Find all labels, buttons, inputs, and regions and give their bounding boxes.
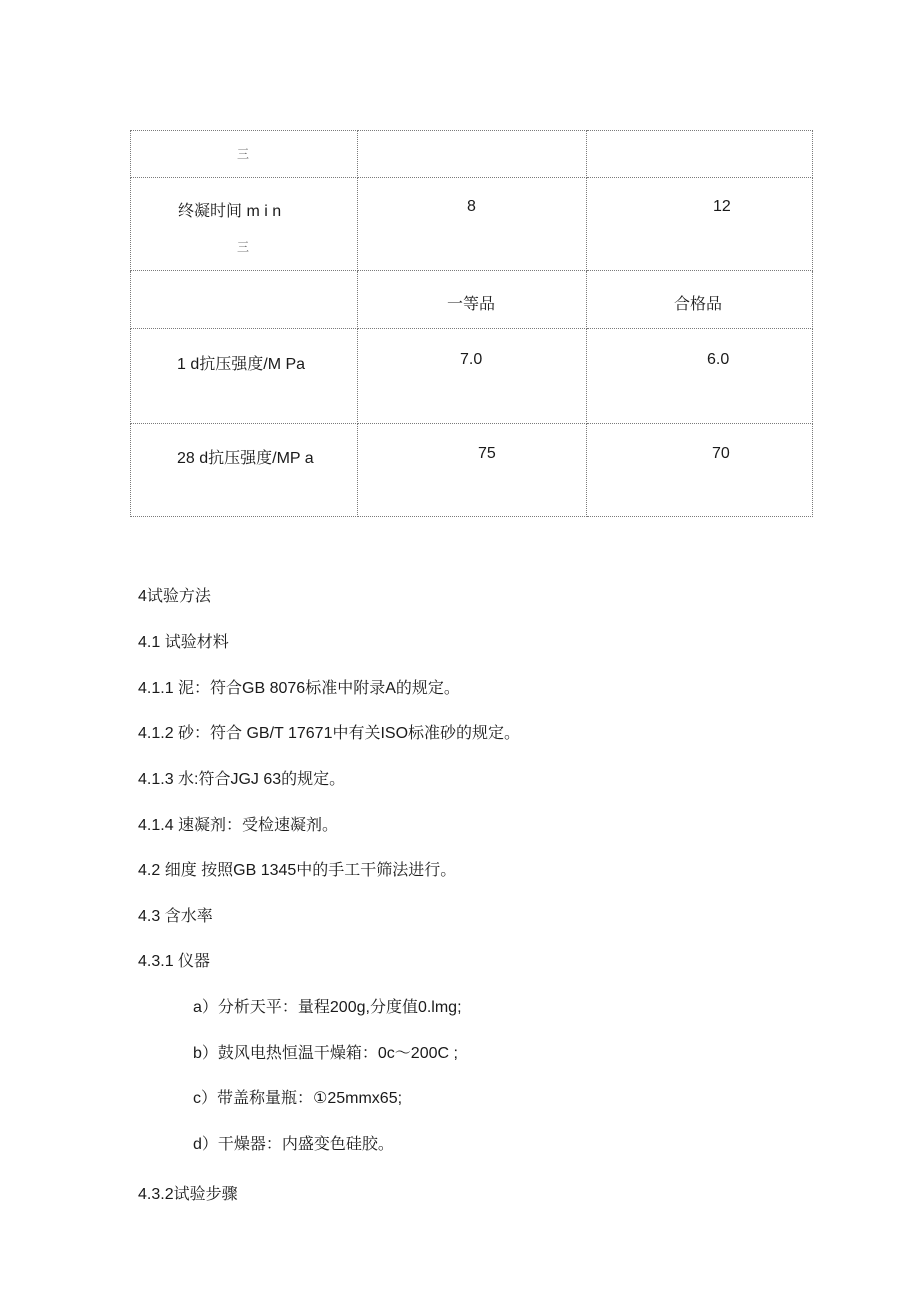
table-cell-label bbox=[131, 271, 358, 329]
table-cell-text: 1 d抗压强度/M Pa bbox=[177, 356, 306, 373]
table-cell-value: 70 bbox=[712, 445, 730, 462]
table-cell bbox=[358, 329, 587, 424]
table-cell-value: 7.0 bbox=[460, 351, 483, 368]
table-cell-text: 28 d抗压强度/MP a bbox=[177, 450, 314, 467]
table-cell bbox=[587, 131, 813, 178]
table-cell bbox=[358, 178, 587, 271]
table-row bbox=[131, 271, 813, 329]
paragraph-line: 4.1.3 水:符合JGJ 63的规定。 bbox=[138, 771, 346, 788]
paragraph-line: 4.1.2 砂：符合 GB/T 17671中有关ISO标准砂的规定。 bbox=[138, 725, 521, 742]
table-cell-label bbox=[131, 329, 358, 424]
table-row bbox=[131, 178, 813, 271]
subsection-heading: 4.1 试验材料 bbox=[138, 634, 229, 651]
table-cell-label bbox=[131, 178, 358, 271]
subsection-heading: 4.3.1 仪器 bbox=[138, 953, 211, 970]
list-item: a）分析天平：量程200g,分度值0.lmg; bbox=[193, 999, 462, 1016]
table-cell-text: 终凝时间 m i n bbox=[178, 203, 282, 220]
table-cell bbox=[587, 424, 813, 517]
paragraph-line: 4.1.4 速凝剂：受检速凝剂。 bbox=[138, 817, 339, 834]
table-cell bbox=[587, 329, 813, 424]
table-cell-label bbox=[131, 131, 358, 178]
table-cell-value: 8 bbox=[467, 198, 476, 215]
list-item: d）干燥器：内盛变色硅胶。 bbox=[193, 1136, 394, 1153]
section-heading: 4试验方法 bbox=[138, 588, 211, 605]
table-cell-mark: 三 bbox=[237, 240, 250, 254]
paragraph-line: 4.2 细度 按照GB 1345中的手工干筛法进行。 bbox=[138, 862, 457, 879]
spec-table bbox=[130, 130, 813, 517]
table-cell bbox=[587, 271, 813, 329]
table-cell-label bbox=[131, 424, 358, 517]
subsection-heading: 4.3 含水率 bbox=[138, 908, 213, 925]
subsection-heading: 4.3.2试验步骤 bbox=[138, 1186, 238, 1203]
table-cell-value: 12 bbox=[713, 198, 731, 215]
table-cell bbox=[358, 271, 587, 329]
paragraph-line: 4.1.1 泥：符合GB 8076标准中附录A的规定。 bbox=[138, 680, 460, 697]
table-cell bbox=[358, 424, 587, 517]
table-cell-header: 合格品 bbox=[674, 296, 723, 313]
table-cell bbox=[587, 178, 813, 271]
list-item: b）鼓风电热恒温干燥箱：0c～200C ; bbox=[193, 1045, 458, 1062]
table-cell-value: 75 bbox=[478, 445, 496, 462]
table-row bbox=[131, 131, 813, 178]
table-cell bbox=[358, 131, 587, 178]
table-row bbox=[131, 329, 813, 424]
table-cell-value: 6.0 bbox=[707, 351, 730, 368]
table-cell-mark: 三 bbox=[237, 147, 250, 161]
table-cell-header: 一等品 bbox=[447, 296, 496, 313]
table-row bbox=[131, 424, 813, 517]
list-item: c）带盖称量瓶：①25mmx65; bbox=[193, 1090, 403, 1107]
